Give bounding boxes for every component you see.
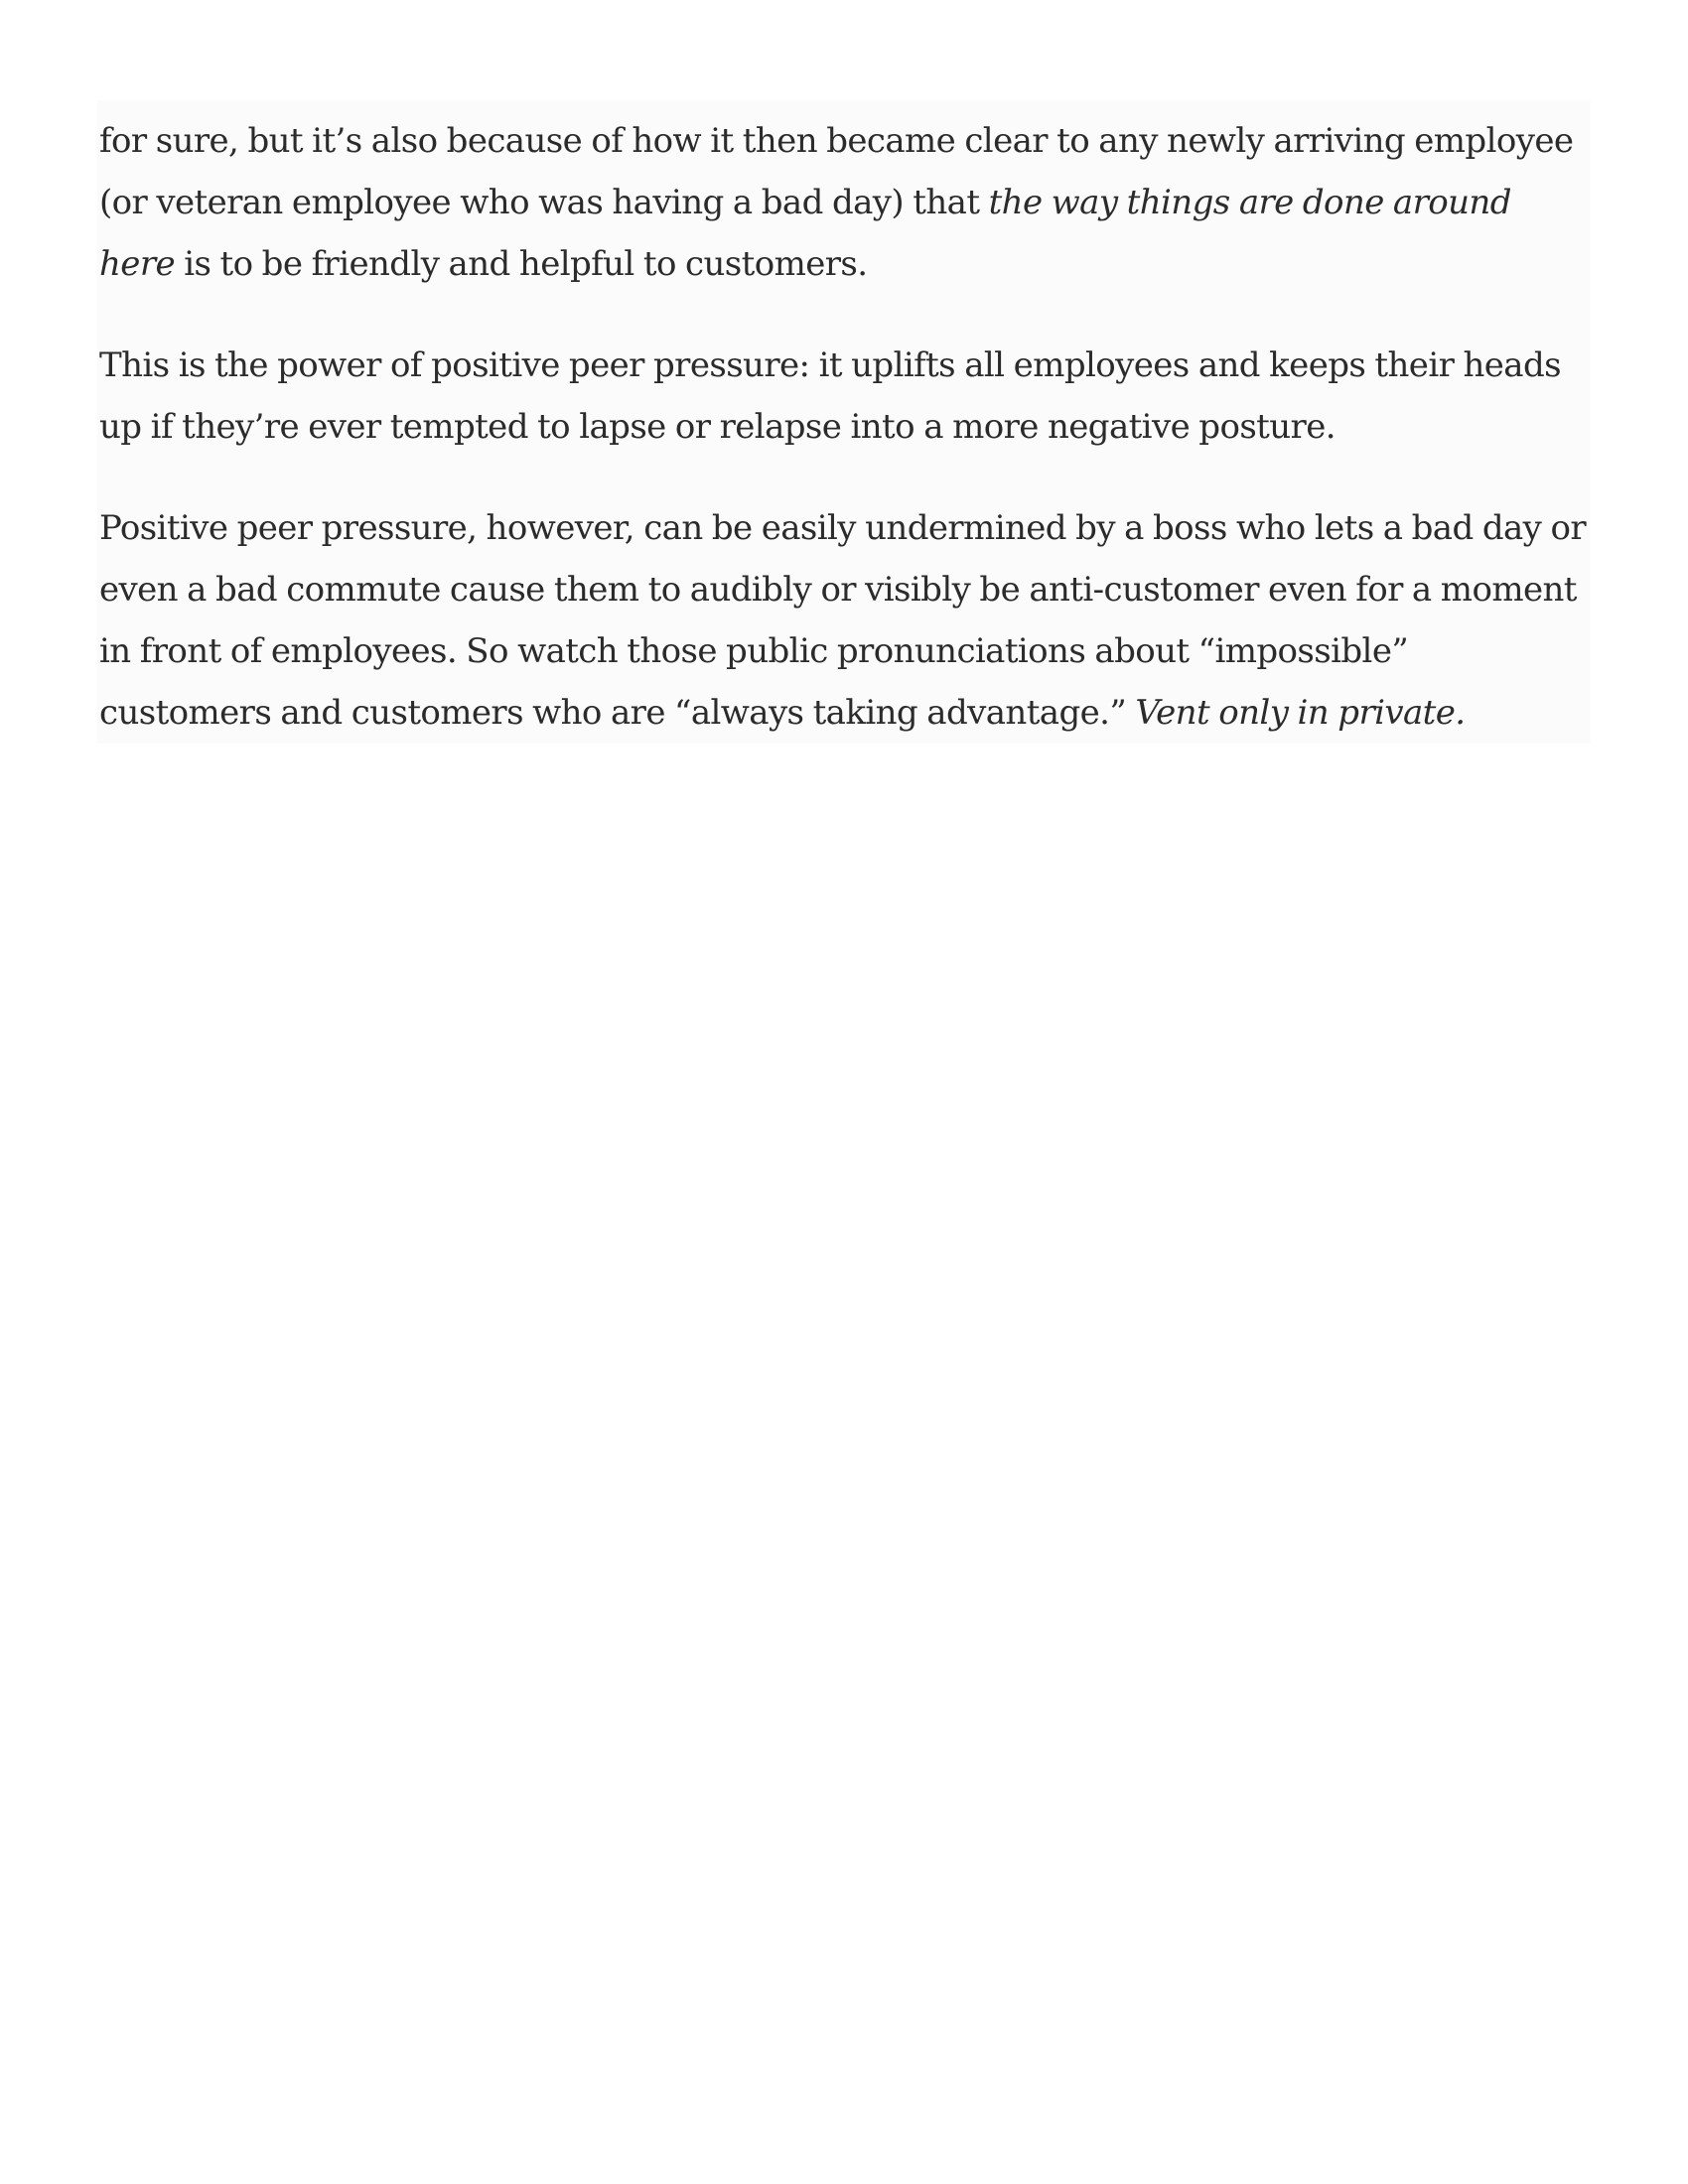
paragraph-1-text-start: for sure, but it’s also because of how it then became clear to any newly arriving employee (or veteran employee who was having a bad day) that xyxy=(99,121,1574,222)
paragraph-3 xyxy=(99,497,1587,744)
paragraph-1 xyxy=(99,110,1587,295)
paragraph-1-text-end: is to be friendly and helpful to customers. xyxy=(175,244,868,284)
paragraph-1-emphasis: the way things are done around here xyxy=(99,183,1511,284)
body-text-block xyxy=(97,100,1591,744)
paragraph-2-text: This is the power of positive peer pressure: it uplifts all employees and keeps their heads up if they’re ever tempted to lapse or relapse into a more negative posture. xyxy=(99,345,1561,447)
paragraph-2 xyxy=(99,335,1587,458)
paragraph-3-emphasis: Vent only in private. xyxy=(1135,693,1466,733)
paragraph-3-text: Positive peer pressure, however, can be easily undermined by a boss who lets a bad day or even a bad commute cause them to audibly or visibly be anti-customer even for a moment in front of employees. So watch those public pronunciations about “impossible” customers and customers who are “always taking advantage.” xyxy=(99,508,1587,733)
